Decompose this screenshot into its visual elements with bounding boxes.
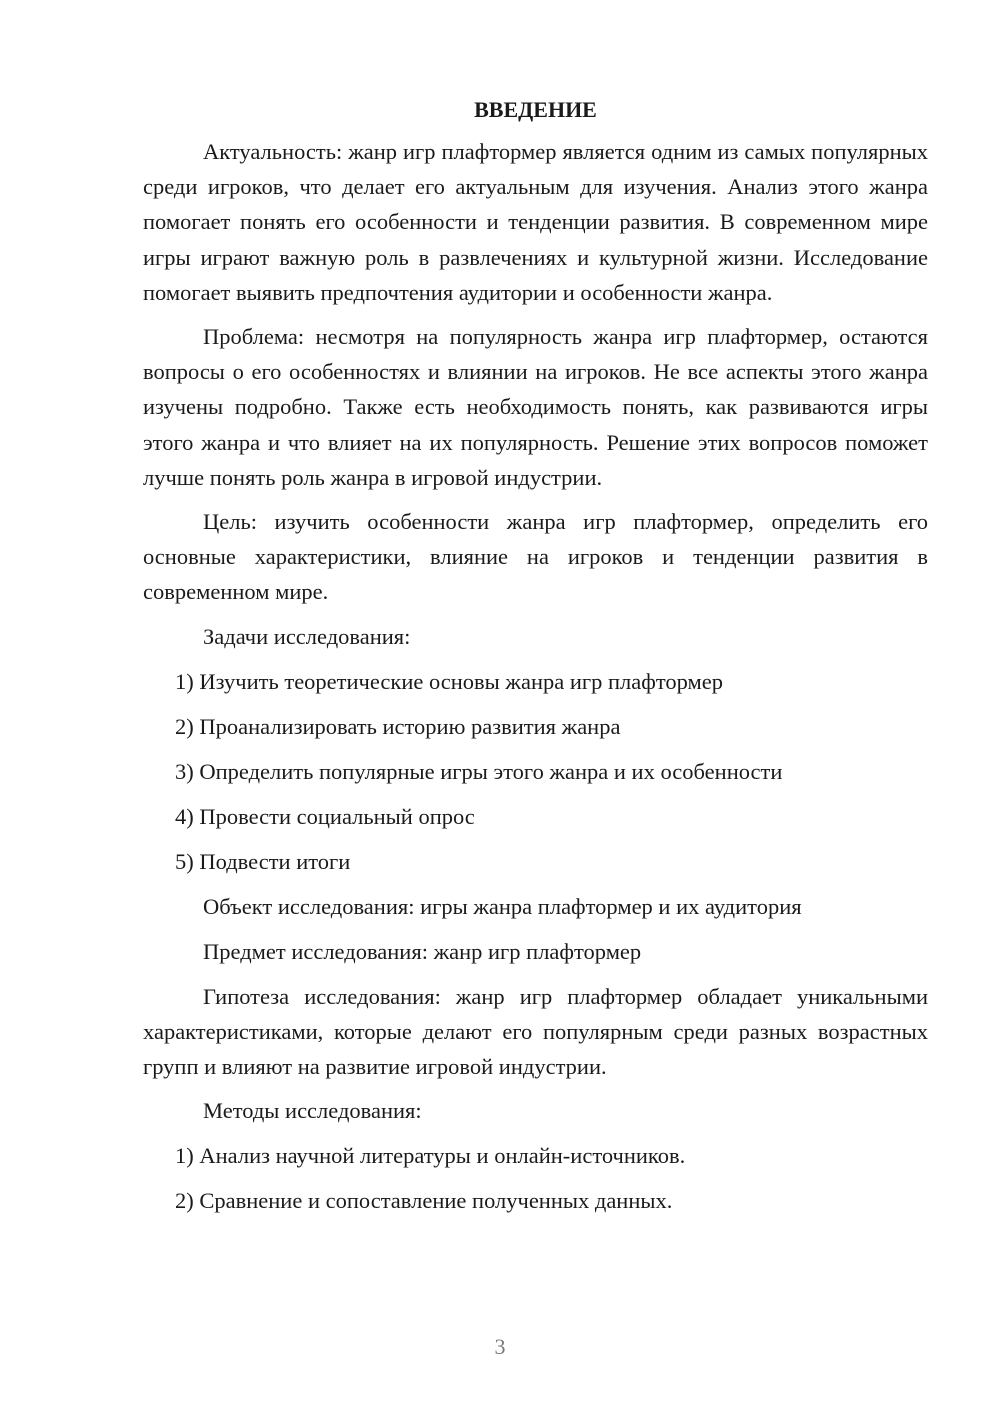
page-content	[143, 92, 928, 1228]
goal-paragraph: Цель: изучить особенности жанра игр плафтормер, определить его основные характеристики, влияние на игроков и тенденции развития в современном мире.	[143, 509, 928, 605]
task-item: 3) Определить популярные игры этого жанра и их особенности	[175, 758, 783, 784]
page-number: 3	[494, 1334, 506, 1359]
hypothesis-paragraph: Гипотеза исследования: жанр игр плафтормер обладает уникальными характеристиками, которые делают его популярным среди разных возрастных групп и влияют на развитие игровой индустрии.	[143, 983, 928, 1080]
research-subject: Предмет исследования: жанр игр плафтормер	[203, 938, 642, 964]
method-item: 2) Сравнение и сопоставление полученных данных.	[175, 1188, 673, 1214]
methods-list	[143, 1138, 928, 1218]
task-item: 4) Провести социальный опрос	[175, 803, 475, 829]
methods-heading: Методы исследования:	[203, 1098, 422, 1124]
section-title: ВВЕДЕНИЕ	[474, 97, 597, 122]
task-item: 5) Подвести итоги	[175, 848, 351, 874]
task-item: 2) Проанализировать историю развития жанра	[175, 713, 621, 739]
tasks-heading: Задачи исследования:	[203, 623, 411, 649]
problem-paragraph: Проблема: несмотря на популярность жанра игр плафтормер, остаются вопросы о его особенностях и влиянии на игроков. Не все аспекты этого жанра изучены подробно. Также есть необходимость понять, как развиваются игры этого жанра и что влияет на их популярность. Решение этих вопросов поможет лучше понять роль жанра в игровой индустрии.	[143, 324, 928, 490]
task-item: 1) Изучить теоретические основы жанра игр плафтормер	[175, 668, 724, 694]
relevance-paragraph: Актуальность: жанр игр плафтормер является одним из самых популярных среди игроков, что делает его актуальным для изучения. Анализ этого жанра помогает понять его особенности и тенденции развития. В современном мире игры играют важную роль в развлечениях и культурной жизни. Исследование помогает выявить предпочтения аудитории и особенности жанра.	[143, 139, 928, 305]
tasks-list	[143, 664, 928, 879]
research-object: Объект исследования: игры жанра плафтормер и их аудитория	[203, 893, 802, 919]
method-item: 1) Анализ научной литературы и онлайн-источников.	[175, 1143, 686, 1169]
